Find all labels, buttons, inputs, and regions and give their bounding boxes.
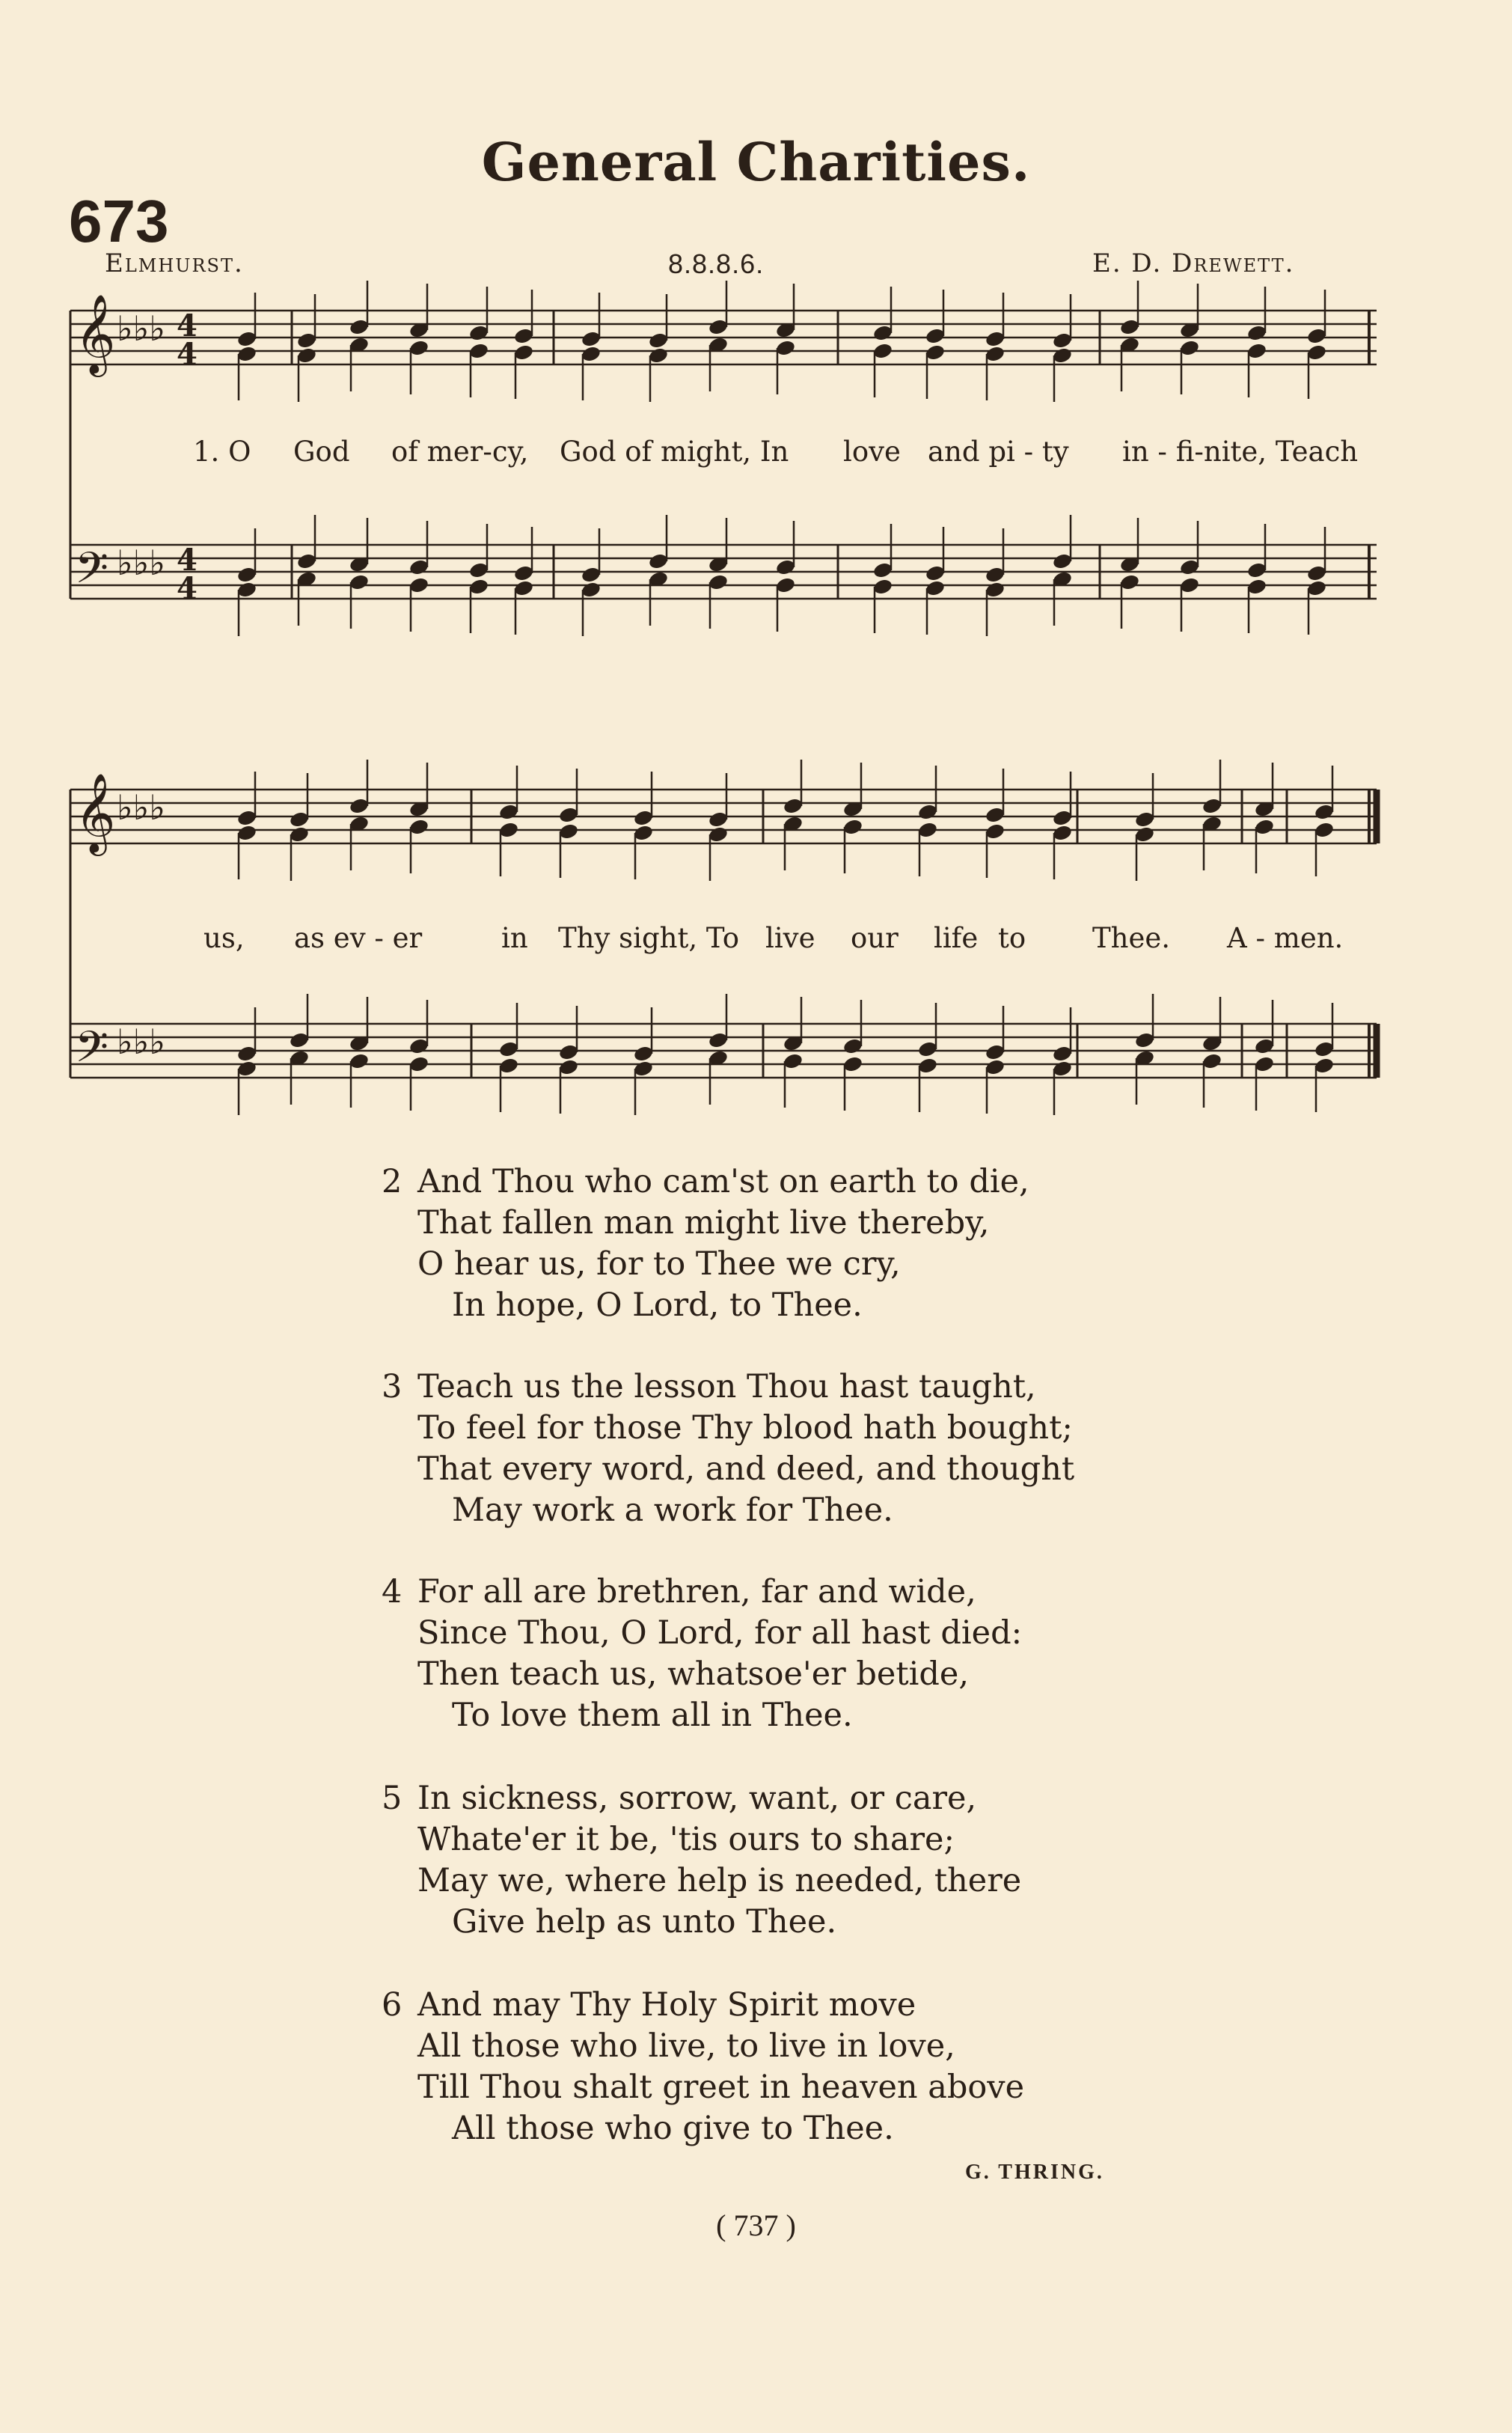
verse-5 xyxy=(382,1778,1021,1943)
verse-line: Then teach us, whatsoe'er betide, xyxy=(417,1655,970,1693)
composer: E. D. Drewett. xyxy=(1092,248,1295,278)
lyric-syllable: A - men. xyxy=(1227,922,1344,954)
verse-6 xyxy=(382,1985,1024,2149)
treble-clef: 𝄞 xyxy=(75,772,116,852)
verse-line: All those who give to Thee. xyxy=(452,2110,894,2147)
lyric-syllable: in xyxy=(501,922,528,954)
verse-number: 5 xyxy=(382,1780,403,1817)
verse-line: May work a work for Thee. xyxy=(452,1492,893,1529)
lyric-syllable: of mer-cy, xyxy=(391,436,529,468)
lyric-syllable: live xyxy=(765,922,815,954)
verse-line: Give help as unto Thee. xyxy=(452,1903,837,1941)
lyric-syllable: to xyxy=(998,922,1026,954)
verse-3 xyxy=(382,1367,1074,1531)
verse-line: And Thou who cam'st on earth to die, xyxy=(417,1163,1029,1200)
verse-number: 2 xyxy=(382,1163,403,1200)
lyric-syllable: and pi - ty xyxy=(928,436,1069,468)
lyric-syllable: life xyxy=(934,922,979,954)
staff-lines xyxy=(70,293,1377,1083)
lyric-syllable: us, xyxy=(203,922,245,954)
lyric-syllable: God xyxy=(293,436,350,468)
bass-clef: 𝄢 xyxy=(75,1022,109,1083)
tune-name: Elmhurst. xyxy=(105,248,244,278)
lyric-syllable: our xyxy=(851,922,899,954)
verse-number: 6 xyxy=(382,1986,403,2024)
verse-line: Teach us the lesson Thou hast taught, xyxy=(417,1368,1036,1405)
verse-4 xyxy=(382,1572,1022,1736)
verse-line: All those who live, to live in love, xyxy=(417,2027,955,2065)
verse-2 xyxy=(382,1161,1029,1326)
verse-line: That every word, and deed, and thought xyxy=(417,1450,1075,1488)
treble-clef: 𝄞 xyxy=(75,293,116,373)
verse-line: O hear us, for to Thee we cry, xyxy=(417,1245,901,1283)
lyric-syllable: God of might, In xyxy=(560,436,789,468)
verse-line: Since Thou, O Lord, for all hast died: xyxy=(417,1614,1023,1652)
key-signature: ♭♭♭ xyxy=(117,787,166,828)
lyrics-system-2 xyxy=(203,922,1343,954)
lyric-syllable: 1. O xyxy=(193,436,251,468)
lyric-syllable: love xyxy=(843,436,901,468)
notes xyxy=(236,281,1335,1115)
verse-line: Whate'er it be, 'tis ours to share; xyxy=(417,1821,955,1858)
hymn-number: 673 xyxy=(69,188,169,254)
verse-line: Till Thou shalt greet in heaven above xyxy=(417,2069,1025,2106)
key-signature: ♭♭♭ xyxy=(117,543,166,583)
section-title: General Charities. xyxy=(481,131,1031,193)
author: G. THRING. xyxy=(965,2161,1104,2184)
verse-number: 3 xyxy=(382,1368,403,1405)
lyric-syllable: in - fi-nite, Teach xyxy=(1122,436,1359,468)
key-signature: ♭♭♭ xyxy=(117,308,166,349)
verse-line: For all are brethren, far and wide, xyxy=(417,1573,976,1611)
verse-line: To love them all in Thee. xyxy=(452,1697,853,1734)
bass-clef: 𝄢 xyxy=(75,543,109,604)
page-number: ( 737 ) xyxy=(716,2208,796,2242)
key-signature: ♭♭♭ xyxy=(117,1022,166,1062)
time-signature: 4 xyxy=(177,308,198,344)
verse-line: In sickness, sorrow, want, or care, xyxy=(417,1780,977,1817)
lyric-syllable: Thee. xyxy=(1092,922,1171,954)
verse-line: That fallen man might live thereby, xyxy=(417,1204,990,1242)
lyric-syllable: as ev - er xyxy=(294,922,423,954)
verse-line: In hope, O Lord, to Thee. xyxy=(452,1286,863,1324)
verse-line: To feel for those Thy blood hath bought; xyxy=(417,1409,1073,1447)
verse-line: May we, where help is needed, there xyxy=(417,1862,1022,1899)
time-signature: 4 xyxy=(177,543,198,578)
meter: 8.8.8.6. xyxy=(668,248,765,279)
verse-number: 4 xyxy=(382,1573,403,1611)
time-signature: 4 xyxy=(177,571,198,606)
verse-line: And may Thy Holy Spirit move xyxy=(417,1986,916,2024)
lyric-syllable: Thy sight, To xyxy=(558,922,739,954)
lyrics-system-1 xyxy=(193,436,1358,468)
time-signature: 4 xyxy=(177,337,198,372)
music-score xyxy=(0,0,1512,1123)
